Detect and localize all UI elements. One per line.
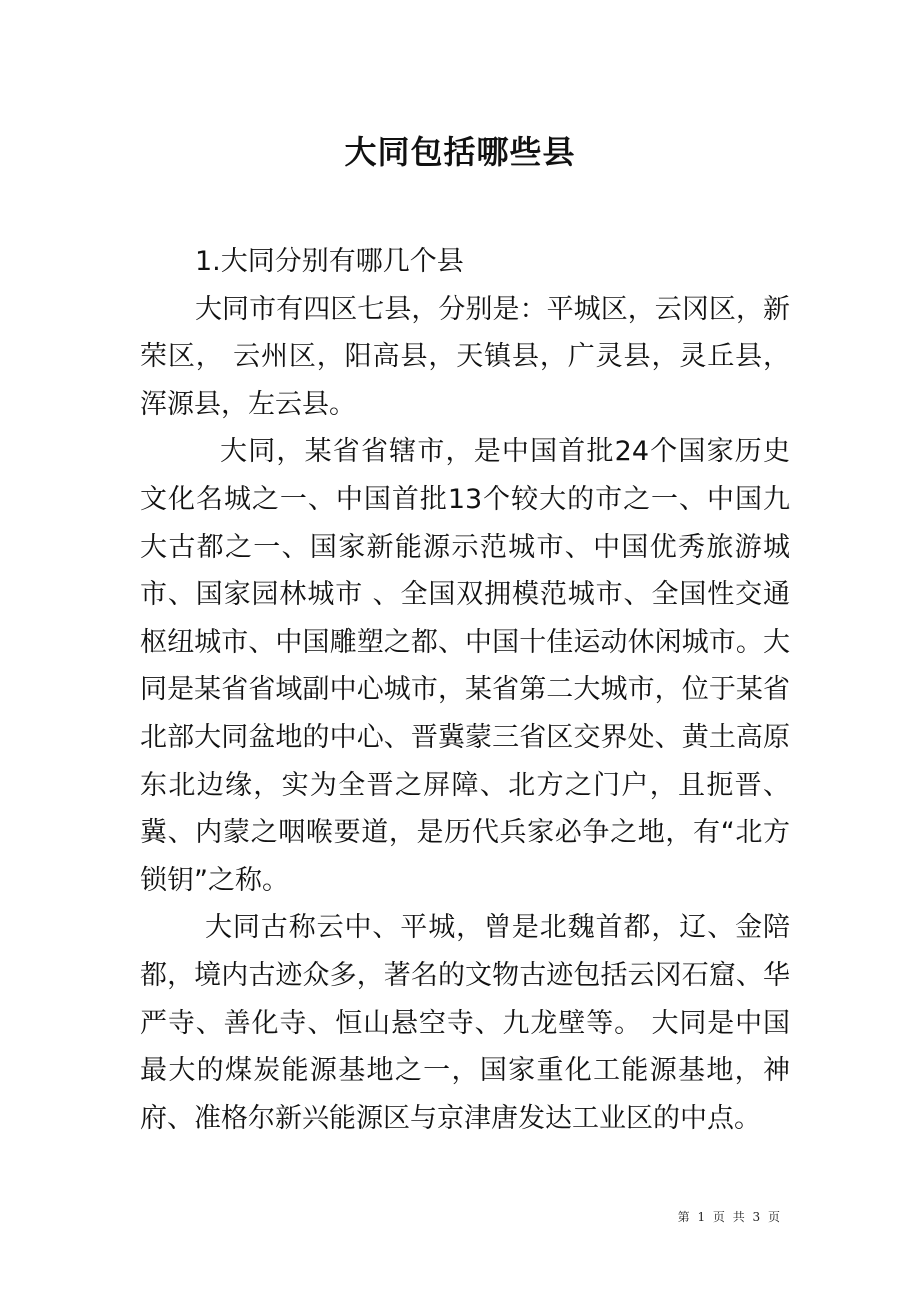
paragraph-history: 大同古称云中、平城，曾是北魏首都，辽、金陪都，境内古迹众多，著名的文物古迹包括云冈石窟、华严寺、善化寺、恒山悬空寺、九龙壁等。 大同是中国最大的煤炭能源基地之一，国家重化工能源基地，神府、准格尔新兴能源区与京津唐发达工业区的中点。 <box>140 912 790 1134</box>
page-number-footer: 第 1 页 共 3 页 <box>677 1210 780 1224</box>
paragraph-city-overview: 大同，某省省辖市，是中国首批24个国家历史文化名城之一、中国首批13个较大的市之一、中国九大古都之一、国家新能源示范城市、中国优秀旅游城市、国家园林城市 、全国双拥模范城市、全国性交通枢纽城市、中国雕塑之都、中国十佳运动休闲城市。大同是某省省域副中心城市，某省第二大城市，位于某省北部大同盆地的中心、晋冀蒙三省区交界处、黄土高原东北边缘，实为全晋之屏障、北方之门户，且扼晋、冀、内蒙之咽喉要道，是历代兵家必争之地，有“北方锁钥”之称。 <box>140 436 790 896</box>
paragraph-counties: 大同市有四区七县，分别是：平城区，云冈区，新荣区， 云州区，阳高县，天镇县，广灵县，灵丘县，浑源县，左云县。 <box>140 293 790 420</box>
document-body <box>140 238 790 1142</box>
section-heading: 1.大同分别有哪几个县 <box>195 246 464 277</box>
document-title: 大同包括哪些县 <box>344 133 576 171</box>
